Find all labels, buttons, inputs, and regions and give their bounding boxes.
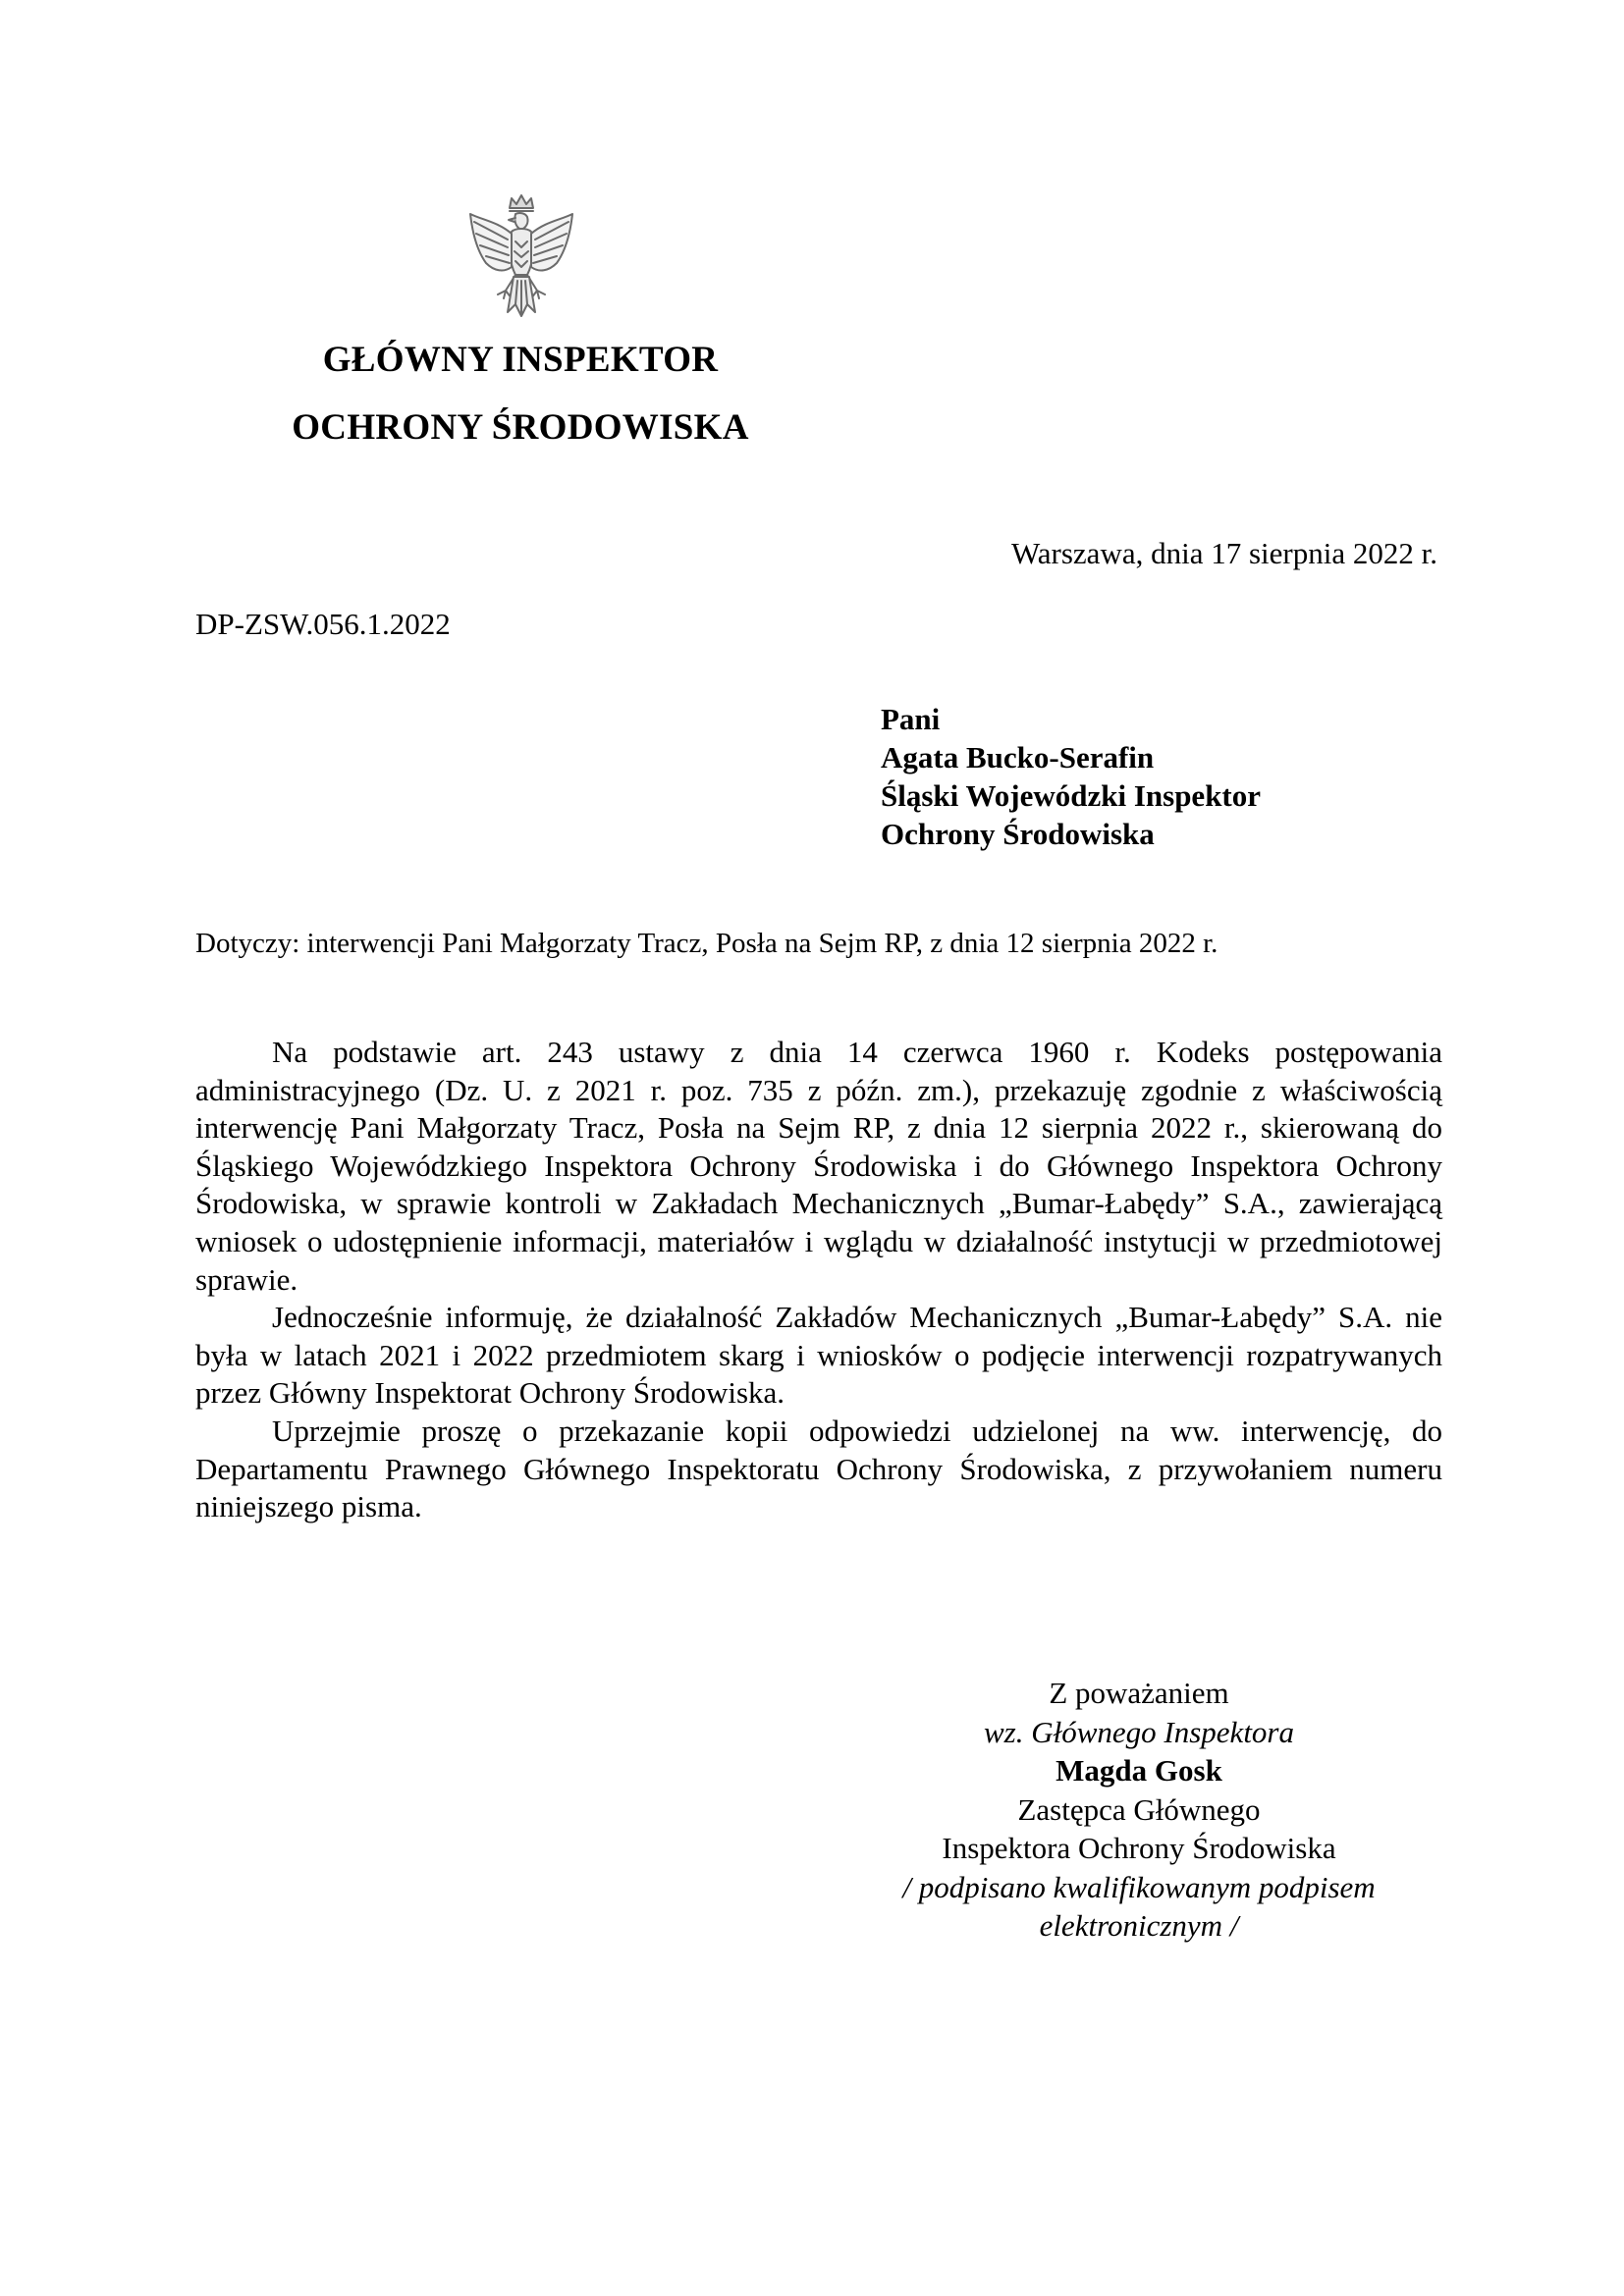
polish-eagle-emblem-icon — [462, 192, 580, 322]
addressee-salutation: Pani — [881, 702, 941, 736]
signature-on-behalf: wz. Głównego Inspektora — [983, 1714, 1294, 1749]
place-date: Warszawa, dnia 17 sierpnia 2022 r. — [1011, 536, 1437, 570]
signatory-position-line1: Zastępca Głównego — [1017, 1791, 1261, 1827]
addressee-block — [881, 700, 1261, 853]
reference-number: DP-ZSW.056.1.2022 — [195, 607, 451, 641]
authority-name-line2: OCHRONY ŚRODOWISKA — [292, 407, 749, 448]
signature-note-line2: elektronicznym / — [1039, 1908, 1239, 1943]
body-paragraph-2: Jednocześnie informuję, że działalność Zakładów Mechanicznych „Bumar-Łabędy” S.A. nie była w latach 2021 i 2022 przedmiotem skarg i wniosków o podjęcie interwencji rozpatrywanych przez Główny Inspektorat Ochrony Środowiska. — [195, 1300, 1442, 1411]
addressee-title-line1: Śląski Wojewódzki Inspektor — [881, 778, 1262, 813]
signature-closing: Z poważaniem — [1049, 1676, 1229, 1710]
subject-line: Dotyczy: interwencji Pani Małgorzaty Tracz, Posła na Sejm RP, z dnia 12 sierpnia 2022 r. — [195, 928, 1218, 959]
addressee-name: Agata Bucko-Serafin — [881, 740, 1155, 774]
signature-block — [815, 1674, 1463, 1946]
body-paragraph-3: Uprzejmie proszę o przekazanie kopii odpowiedzi udzielonej na ww. interwencję, do Departamentu Prawnego Głównego Inspektoratu Ochrony Środowiska, z przywołaniem numeru niniejszego pisma. — [195, 1413, 1442, 1524]
signature-note-line1: / podpisano kwalifikowanym podpisem — [902, 1869, 1376, 1904]
addressee-title-line2: Ochrony Środowiska — [881, 817, 1155, 851]
signatory-name: Magda Gosk — [1056, 1753, 1222, 1788]
letter-body — [195, 1034, 1442, 1526]
signatory-position-line2: Inspektora Ochrony Środowiska — [942, 1831, 1336, 1865]
authority-name-line1: GŁÓWNY INSPEKTOR — [322, 340, 719, 380]
body-paragraph-1: Na podstawie art. 243 ustawy z dnia 14 czerwca 1960 r. Kodeks postępowania administracyjnego (Dz. U. z 2021 r. poz. 735 z późn. zm.), przekazuję zgodnie z właściwością interwencję Pani Małgorzaty Tracz, Posła na Sejm RP, z dnia 12 sierpnia 2022 r., skierowaną do Śląskiego Wojewódzkiego Inspektora Ochrony Środowiska i do Głównego Inspektora Ochrony Środowiska, w sprawie kontroli w Zakładach Mechanicznych „Bumar-Łabędy” S.A., zawierającą wniosek o udostępnienie informacji, materiałów i wglądu w działalność instytucji w przedmiotowej sprawie. — [195, 1035, 1442, 1297]
